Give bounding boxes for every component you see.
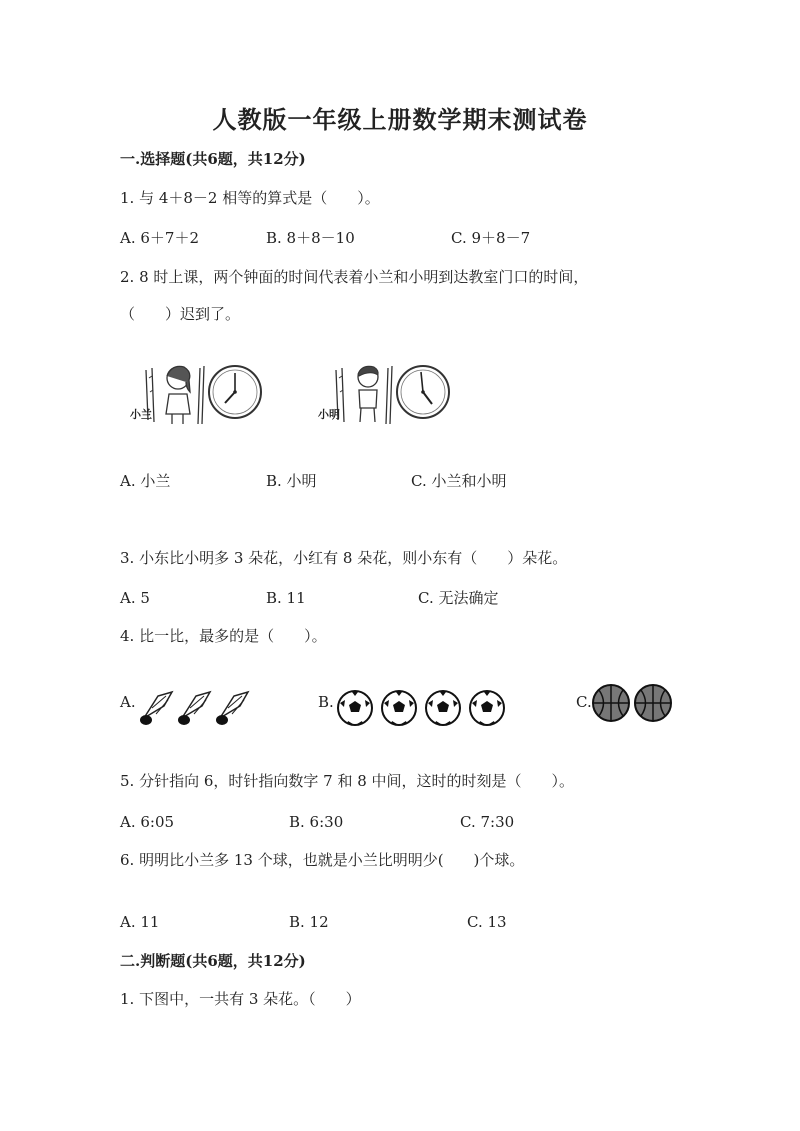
q2-stem-line1: 2. 8 时上课，两个钟面的时间代表着小兰和小明到达教室门口的时间， bbox=[120, 268, 589, 286]
q3-option-c: C. 无法确定 bbox=[418, 589, 499, 607]
q1-option-b: B. 8＋8－10 bbox=[266, 229, 355, 247]
label-xiaoming: 小明 bbox=[318, 408, 340, 421]
q2-figure-xiaolan bbox=[130, 358, 270, 428]
q6-option-a: A. 11 bbox=[120, 913, 160, 931]
shuttlecock-icon bbox=[216, 692, 248, 725]
s2-q1-stem: 1. 下图中，一共有 3 朵花。（ ） bbox=[120, 990, 361, 1008]
q1-option-c: C. 9＋8－7 bbox=[451, 229, 531, 247]
q4-soccer-balls bbox=[336, 688, 512, 728]
q1-stem: 1. 与 4＋8－2 相等的算式是（ ）。 bbox=[120, 189, 380, 207]
q4-stem: 4. 比一比，最多的是（ ）。 bbox=[120, 627, 327, 645]
q4-option-a: A. bbox=[120, 693, 136, 711]
basketball-icon bbox=[593, 685, 629, 721]
q6-stem: 6. 明明比小兰多 13 个球，也就是小兰比明明少( )个球。 bbox=[120, 851, 525, 869]
q3-stem: 3. 小东比小明多 3 朵花，小红有 8 朵花，则小东有（ ）朵花。 bbox=[120, 549, 568, 567]
q1-option-a: A. 6＋7＋2 bbox=[120, 229, 199, 247]
soccer-ball-icon bbox=[426, 691, 460, 725]
q2-option-c: C. 小兰和小明 bbox=[411, 472, 507, 490]
label-xiaolan: 小兰 bbox=[130, 408, 152, 421]
q4-basketballs bbox=[592, 683, 676, 723]
q2-option-a: A. 小兰 bbox=[120, 472, 171, 490]
soccer-ball-icon bbox=[470, 691, 504, 725]
q4-option-b: B. bbox=[318, 693, 334, 711]
q3-option-a: A. 5 bbox=[120, 589, 150, 607]
soccer-ball-icon bbox=[338, 691, 372, 725]
page-title: 人教版一年级上册数学期末测试卷 bbox=[212, 105, 588, 134]
basketball-icon bbox=[635, 685, 671, 721]
q5-stem: 5. 分针指向 6，时针指向数字 7 和 8 中间，这时的时刻是（ ）。 bbox=[120, 772, 575, 790]
q5-option-c: C. 7:30 bbox=[460, 813, 515, 831]
q2-stem-line2: （ ）迟到了。 bbox=[120, 305, 241, 323]
q5-option-a: A. 6:05 bbox=[120, 813, 175, 831]
q6-option-c: C. 13 bbox=[467, 913, 507, 931]
shuttlecock-icon bbox=[178, 692, 210, 725]
q4-shuttlecocks bbox=[138, 684, 254, 728]
soccer-ball-icon bbox=[382, 691, 416, 725]
q4-option-c: C. bbox=[576, 693, 592, 711]
q6-option-b: B. 12 bbox=[289, 913, 329, 931]
q5-option-b: B. 6:30 bbox=[289, 813, 344, 831]
q2-option-b: B. 小明 bbox=[266, 472, 317, 490]
q3-option-b: B. 11 bbox=[266, 589, 306, 607]
shuttlecock-icon bbox=[140, 692, 172, 725]
q2-figure-xiaoming bbox=[318, 358, 458, 428]
section-heading-judgment: 二.判断题(共6题，共12分) bbox=[120, 952, 306, 970]
section-heading-choice: 一.选择题(共6题，共12分) bbox=[120, 150, 306, 168]
